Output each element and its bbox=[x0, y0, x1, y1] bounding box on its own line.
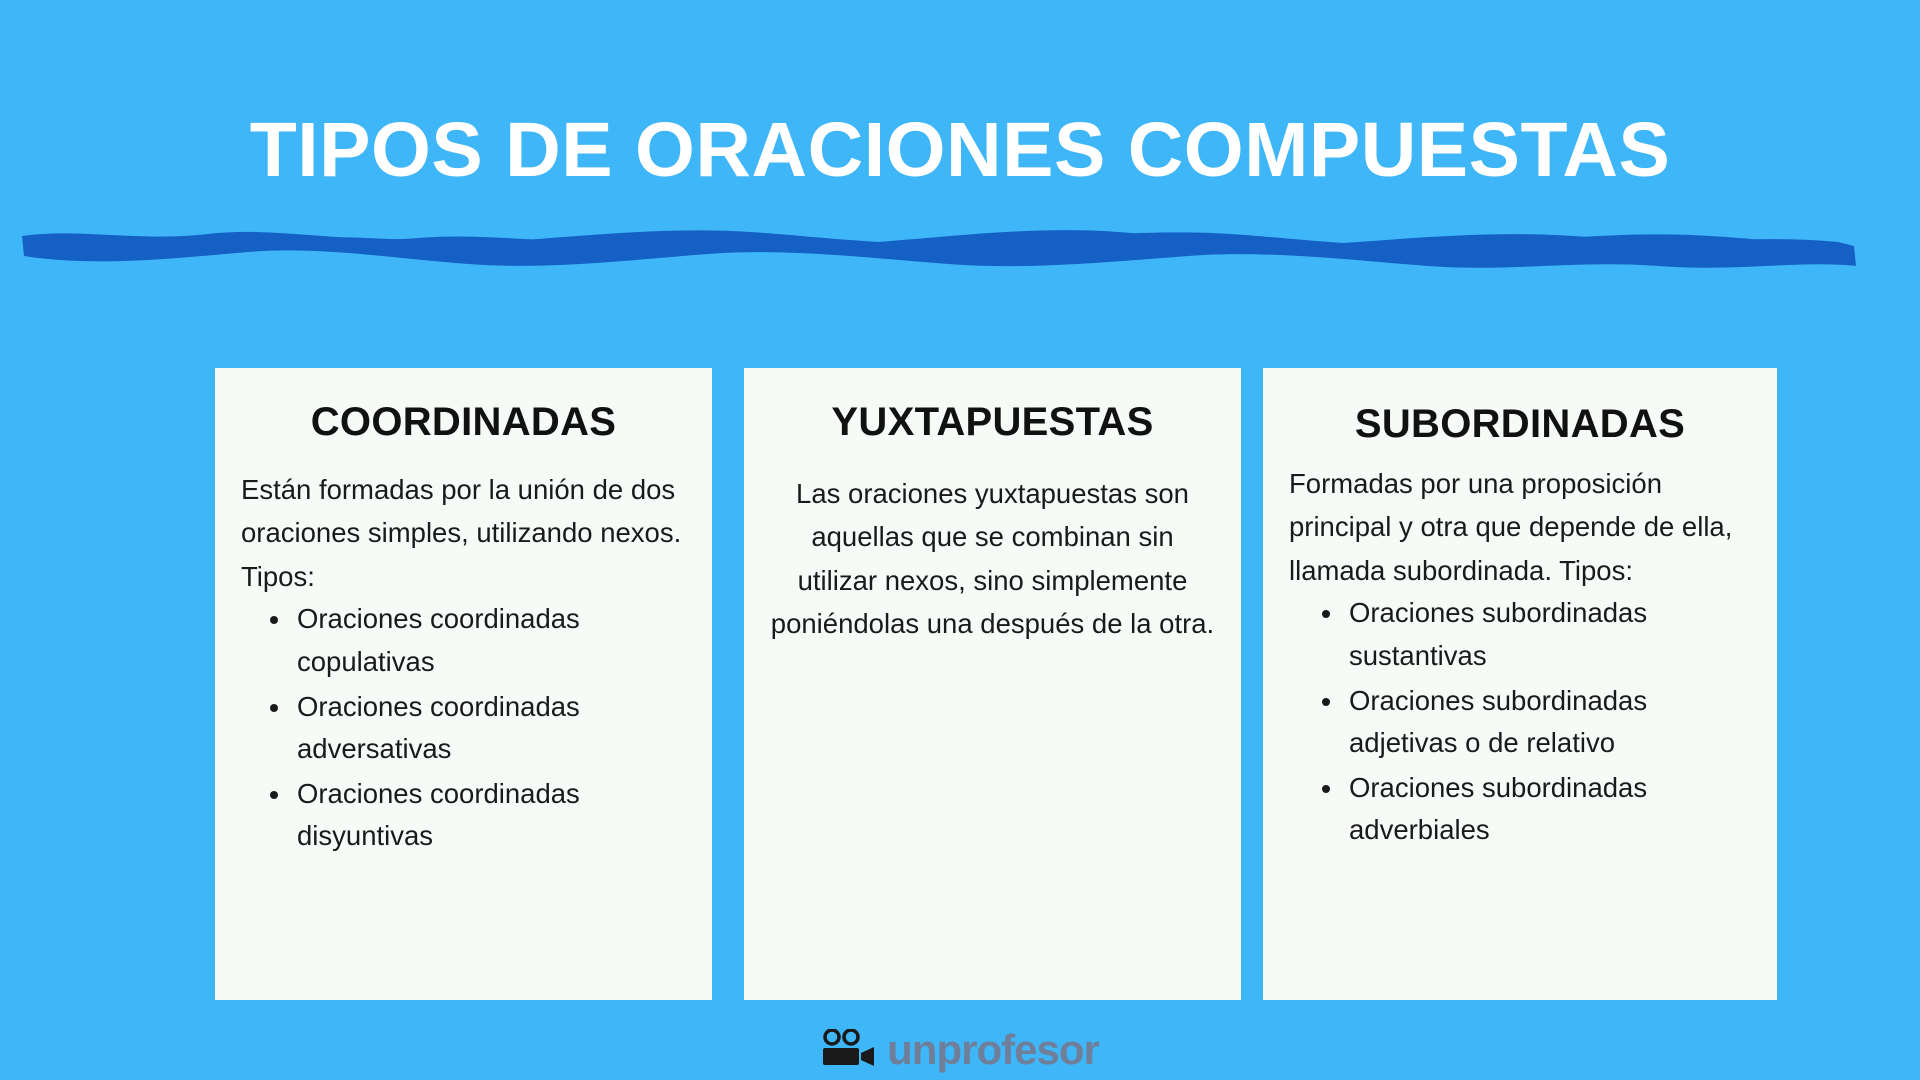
page-title: TIPOS DE ORACIONES COMPUESTAS bbox=[249, 106, 1671, 193]
title-underline-brushstroke bbox=[18, 212, 1863, 282]
card-coordinadas bbox=[215, 368, 712, 1000]
brand-name: unprofesor bbox=[887, 1026, 1099, 1073]
card-heading: COORDINADAS bbox=[310, 400, 617, 444]
card-intro-text: Las oraciones yuxtapuestas son aquellas que se combinan sin utilizar nexos, sino simplemente poniéndolas una después de la otra. bbox=[770, 478, 1215, 640]
card-heading: YUXTAPUESTAS bbox=[831, 400, 1154, 444]
card-yuxtapuestas bbox=[744, 368, 1241, 1000]
card-bullet-list bbox=[1289, 592, 1751, 852]
list-item: • Oraciones coordinadas adversativas bbox=[293, 686, 686, 771]
card-subordinadas bbox=[1263, 368, 1777, 1000]
list-item: • Oraciones subordinadas adjetivas o de relativo bbox=[1345, 680, 1751, 765]
list-item: • Oraciones coordinadas disyuntivas bbox=[293, 773, 686, 858]
list-item: • Oraciones subordinadas adverbiales bbox=[1345, 767, 1751, 852]
card-intro-text: Formadas por una proposición principal y otra que depende de ella, llamada subordinada. Tipos: bbox=[1289, 468, 1733, 586]
camera-icon bbox=[821, 1029, 877, 1072]
card-intro-text: Están formadas por la unión de dos oraciones simples, utilizando nexos. Tipos: bbox=[241, 474, 682, 592]
list-item: • Oraciones subordinadas sustantivas bbox=[1345, 592, 1751, 677]
card-heading: SUBORDINADAS bbox=[1354, 402, 1686, 446]
list-item: • Oraciones coordinadas copulativas bbox=[293, 598, 686, 683]
cards-container bbox=[0, 368, 1920, 1008]
footer-brand bbox=[0, 1026, 1920, 1074]
card-bullet-list bbox=[241, 598, 686, 858]
